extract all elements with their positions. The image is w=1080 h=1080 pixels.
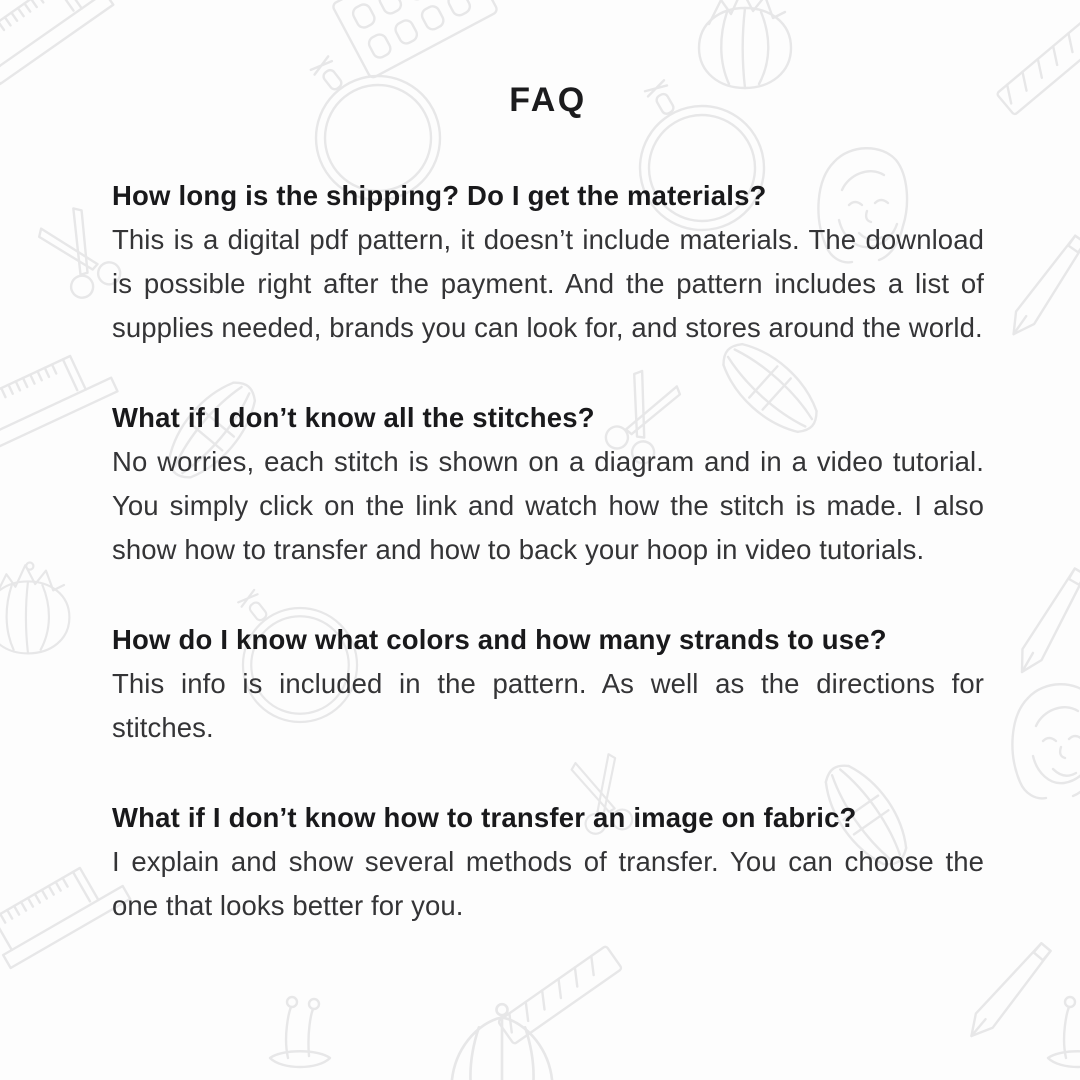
ruler-icon bbox=[498, 946, 622, 1045]
pins-and-yarn-icon bbox=[270, 997, 330, 1067]
pen-icon bbox=[1005, 233, 1080, 341]
faq-answer: I explain and show several methods of transfer. You can choose the one that looks better for you. bbox=[112, 846, 984, 921]
ruler-icon bbox=[996, 9, 1080, 115]
sewing-machine-icon bbox=[0, 344, 117, 449]
faq-question: What if I don’t know all the stitches? bbox=[112, 402, 595, 433]
faq-question: What if I don’t know how to transfer an image on fabric? bbox=[112, 802, 857, 833]
faq-item bbox=[112, 174, 984, 350]
faq-question: How long is the shipping? Do I get the materials? bbox=[112, 180, 767, 211]
faq-item bbox=[112, 396, 984, 572]
sewing-machine-icon bbox=[0, 0, 113, 84]
faq-content bbox=[112, 0, 984, 928]
faq-answer: No worries, each stitch is shown on a diagram and in a video tutorial. You simply click on the link and watch how the stitch is made. I also show how to transfer and how to back your hoop in video tutorials. bbox=[112, 446, 984, 565]
dome-building-icon bbox=[451, 1004, 552, 1080]
scissors-icon bbox=[35, 205, 124, 305]
page-title: FAQ bbox=[509, 81, 587, 119]
tomato-pincushion-icon bbox=[0, 563, 69, 654]
faq-item bbox=[112, 618, 984, 750]
woman-portrait-icon bbox=[1012, 684, 1080, 798]
faq-answer: This is a digital pdf pattern, it doesn’t include materials. The download is possible right after the payment. And the pattern includes a list of supplies needed, brands you can look for, and stores around the world. bbox=[112, 224, 984, 343]
pen-icon bbox=[963, 940, 1054, 1043]
faq-answer: This info is included in the pattern. As well as the directions for stitches. bbox=[112, 668, 984, 743]
pins-and-yarn-icon bbox=[1048, 997, 1080, 1067]
faq-question: How do I know what colors and how many strands to use? bbox=[112, 624, 887, 655]
faq-item bbox=[112, 796, 984, 928]
sewing-machine-icon bbox=[0, 854, 130, 968]
pen-icon bbox=[1012, 566, 1080, 677]
